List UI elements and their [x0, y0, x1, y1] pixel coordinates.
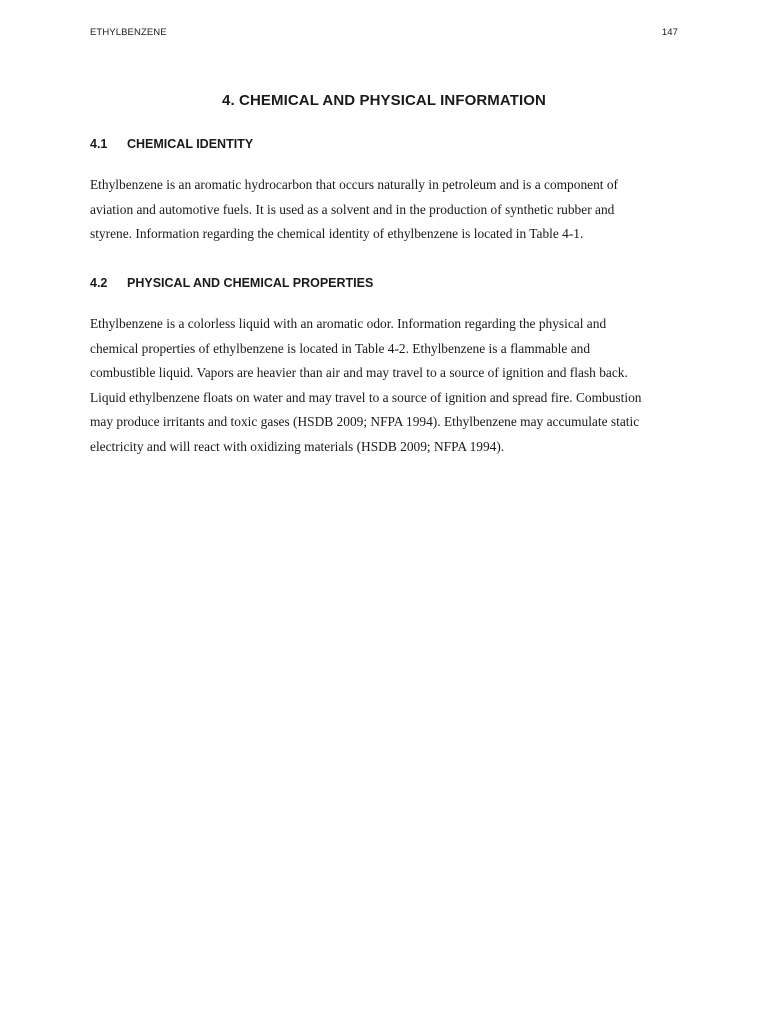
- page-number: 147: [661, 27, 678, 38]
- section-heading-chemical-identity: [90, 137, 253, 151]
- section-number: 4.2: [90, 276, 108, 290]
- paragraph-line: combustible liquid. Vapors are heavier than air and may travel to a source of ignition and flash back.: [90, 365, 628, 381]
- paragraph-line: styrene. Information regarding the chemical identity of ethylbenzene is located in Table 4-1.: [90, 226, 584, 242]
- paragraph-line: may produce irritants and toxic gases (HSDB 2009; NFPA 1994). Ethylbenzene may accumulate static: [90, 414, 640, 430]
- paragraph-physical-chemical-properties: [90, 312, 641, 460]
- section-number: 4.1: [90, 137, 108, 151]
- paragraph-line: Liquid ethylbenzene floats on water and may travel to a source of ignition and spread fire. Combustion: [90, 389, 642, 405]
- running-title: ETHYLBENZENE: [90, 27, 167, 38]
- chapter-title: 4. CHEMICAL AND PHYSICAL INFORMATION: [222, 92, 546, 109]
- running-header: [90, 27, 678, 41]
- section-heading-physical-chemical-properties: [90, 276, 373, 290]
- section-title: CHEMICAL IDENTITY: [127, 137, 254, 151]
- paragraph-line: electricity and will react with oxidizing materials (HSDB 2009; NFPA 1994).: [90, 438, 505, 454]
- paragraph-line: Ethylbenzene is an aromatic hydrocarbon that occurs naturally in petroleum and is a component of: [90, 177, 619, 192]
- paragraph-chemical-identity: [90, 173, 618, 247]
- paragraph-line: chemical properties of ethylbenzene is located in Table 4-2. Ethylbenzene is a flammable and: [90, 340, 591, 356]
- section-title: PHYSICAL AND CHEMICAL PROPERTIES: [127, 276, 374, 290]
- paragraph-line: aviation and automotive fuels. It is used as a solvent and in the production of synthetic rubber and: [90, 201, 615, 217]
- paragraph-line: Ethylbenzene is a colorless liquid with an aromatic odor. Information regarding the physical and: [90, 316, 607, 331]
